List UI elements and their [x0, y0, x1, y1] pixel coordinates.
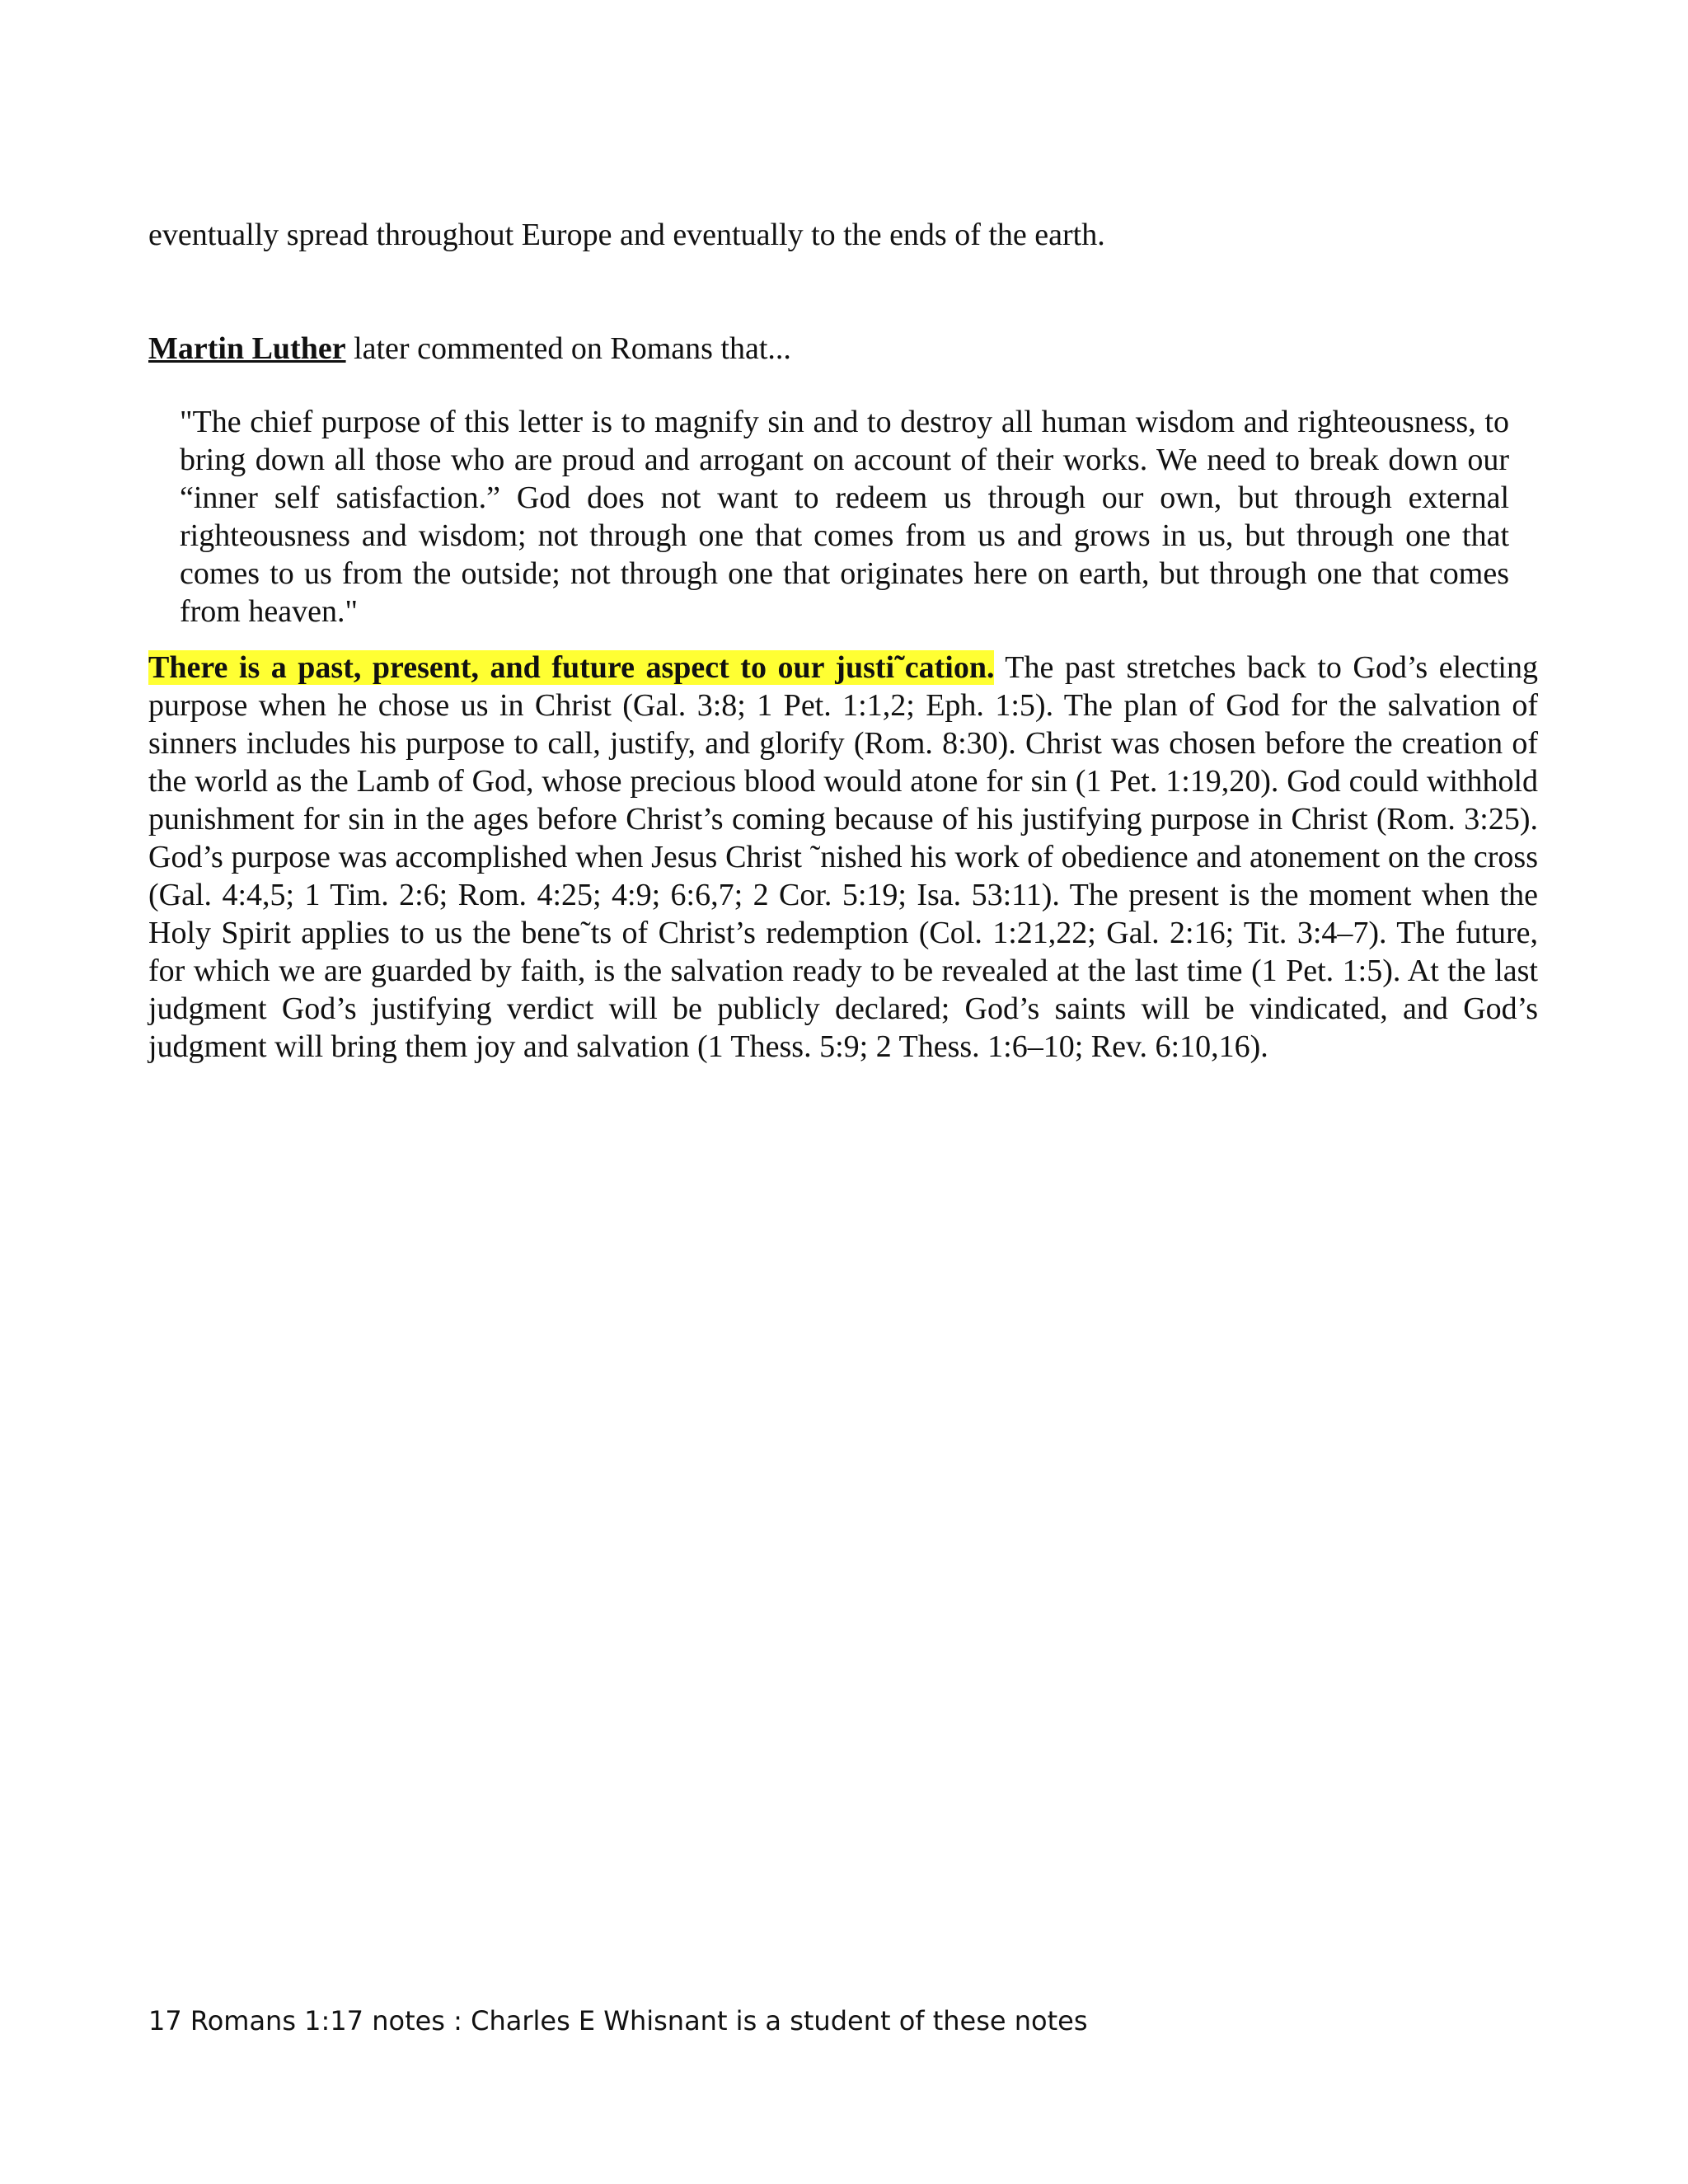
intro-line: eventually spread throughout Europe and eventually to the ends of the earth. [148, 218, 1105, 252]
justification-paragraph [148, 649, 1538, 1066]
highlighted-sentence: There is a past, present, and future aspect to our justi˜cation. [148, 650, 995, 685]
paragraph-body: The past stretches back to God’s electing purpose when he chose us in Christ (Gal. 3:8; 1 Pet. 1:1,2; Eph. 1:5). The plan of God for the salvation of sinners includes his purpose to call, justify, and glorify (Rom. 8:30). Christ was chosen before the creation of the world as the Lamb of God, whose precious blood would atone for sin (1 Pet. 1:19,20). God could withhold punishment for sin in the ages before Christ’s coming because of his justifying purpose in Christ (Rom. 3:25). God’s purpose was accomplished when Jesus Christ ˜nished his work of obedience and atonement on the cross (Gal. 4:4,5; 1 Tim. 2:6; Rom. 4:25; 4:9; 6:6,7; 2 Cor. 5:19; Isa. 53:11). The present is the moment when the Holy Spirit applies to us the bene˜ts of Christ’s redemption (Col. 1:21,22; Gal. 2:16; Tit. 3:4–7). The future, for which we are guarded by faith, is the salvation ready to be revealed at the last time (1 Pet. 1:5). At the last judgment God’s justifying verdict will be publicly declared; God’s saints will be vindicated, and God’s judgment will bring them joy and salvation (1 Thess. 5:9; 2 Thess. 1:6–10; Rev. 6:10,16). [148, 650, 1538, 1064]
luther-quote: "The chief purpose of this letter is to magnify sin and to destroy all human wisdom and righteousness, to bring down all those who are proud and arrogant on account of their works. We need to break down our “inner self satisfaction.” God does not want to redeem us through our own, but through external righteousness and wisdom; not through one that comes from us and grows in us, but through one that comes to us from the outside; not through one that originates here on earth, but through one that comes from heaven." [180, 405, 1509, 629]
luther-name: Martin Luther [148, 331, 346, 366]
luther-intro [148, 324, 791, 373]
page-footer: 17 Romans 1:17 notes : Charles E Whisnant is a student of these notes [148, 2005, 1088, 2036]
luther-lead-in: later commented on Romans that... [345, 331, 791, 366]
